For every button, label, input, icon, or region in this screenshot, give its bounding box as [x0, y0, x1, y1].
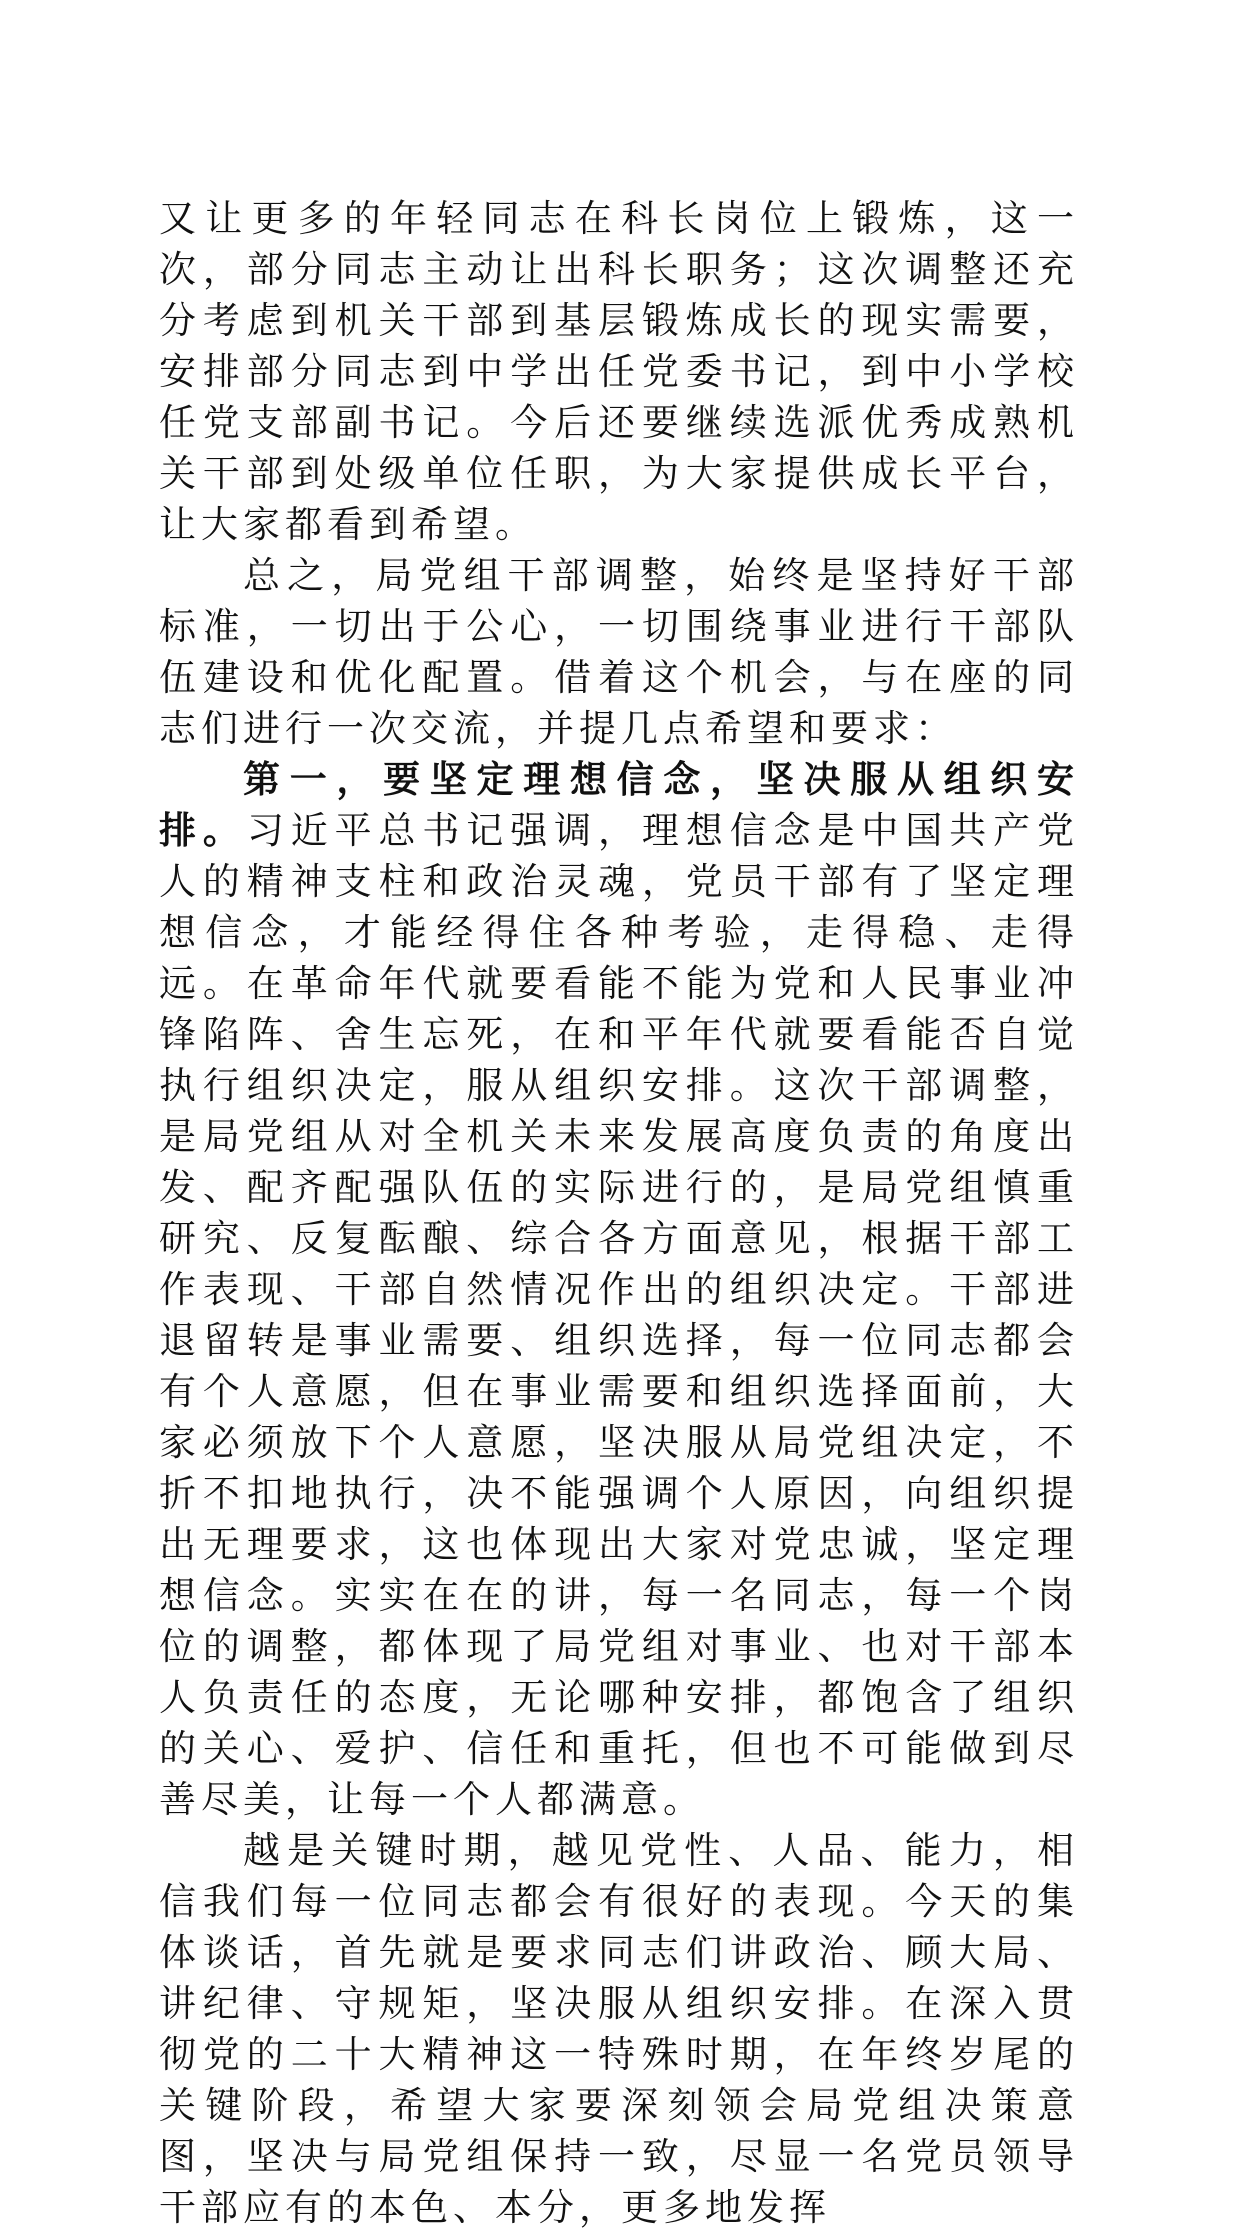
paragraph-text: 习近平总书记强调，理想信念是中国共产党人的精神支柱和政治灵魂，党员干部有了坚定理想信念，才能经得住各种考验，走得稳、走得远。在革命年代就要看能不能为党和人民事业冲锋陷阵、舍生忘死，在和平年代就要看能否自觉执行组织决定，服从组织安排。这次干部调整，是局党组从对全机关未来发展高度负责的角度出发、配齐配强队伍的实际进行的，是局党组慎重研究、反复酝酿、综合各方面意见，根据干部工作表现、干部自然情况作出的组织决定。干部进退留转是事业需要、组织选择，每一位同志都会有个人意愿，但在事业需要和组织选择面前，大家必须放下个人意愿，坚决服从局党组决定，不折不扣地执行，决不能强调个人原因，向组织提出无理要求，这也体现出大家对党忠诚，坚定理想信念。实实在在的讲，每一名同志，每一个岗位的调整，都体现了局党组对事业、也对干部本人负责任的态度，无论哪种安排，都饱含了组织的关心、爱护、信任和重托，但也不可能做到尽善尽美，让每一个人都满意。	[159, 809, 1080, 1821]
paragraph-first-requirement	[159, 754, 1079, 1825]
paragraph-text: 越是关键时期，越见党性、人品、能力，相信我们每一位同志都会有很好的表现。今天的集体谈话，首先就是要求同志们讲政治、顾大局、讲纪律、守规矩，坚决服从组织安排。在深入贯彻党的二十大精神这一特殊时期，在年终岁尾的关键阶段，希望大家要深刻领会局党组决策意图，坚决与局党组保持一致，尽显一名党员领导干部应有的本色、本分，更多地发挥	[159, 1829, 1079, 2229]
paragraph-continuation	[159, 193, 1079, 550]
paragraph-key-period	[159, 1825, 1079, 2233]
paragraph-text: 总之，局党组干部调整，始终是坚持好干部标准，一切出于公心，一切围绕事业进行干部队伍建设和优化配置。借着这个机会，与在座的同志们进行一次交流，并提几点希望和要求：	[159, 554, 1079, 750]
paragraph-text: 又让更多的年轻同志在科长岗位上锻炼，这一次，部分同志主动让出科长职务；这次调整还充分考虑到机关干部到基层锻炼成长的现实需要，安排部分同志到中学出任党委书记，到中小学校任党支部副书记。今后还要继续选派优秀成熟机关干部到处级单位任职，为大家提供成长平台，让大家都看到希望。	[159, 197, 1079, 546]
paragraph-summary	[159, 550, 1079, 754]
paragraph-heading: 第一，要坚定理想信念，坚决服从组织安排。	[159, 757, 1079, 852]
document-body	[159, 193, 1079, 2233]
